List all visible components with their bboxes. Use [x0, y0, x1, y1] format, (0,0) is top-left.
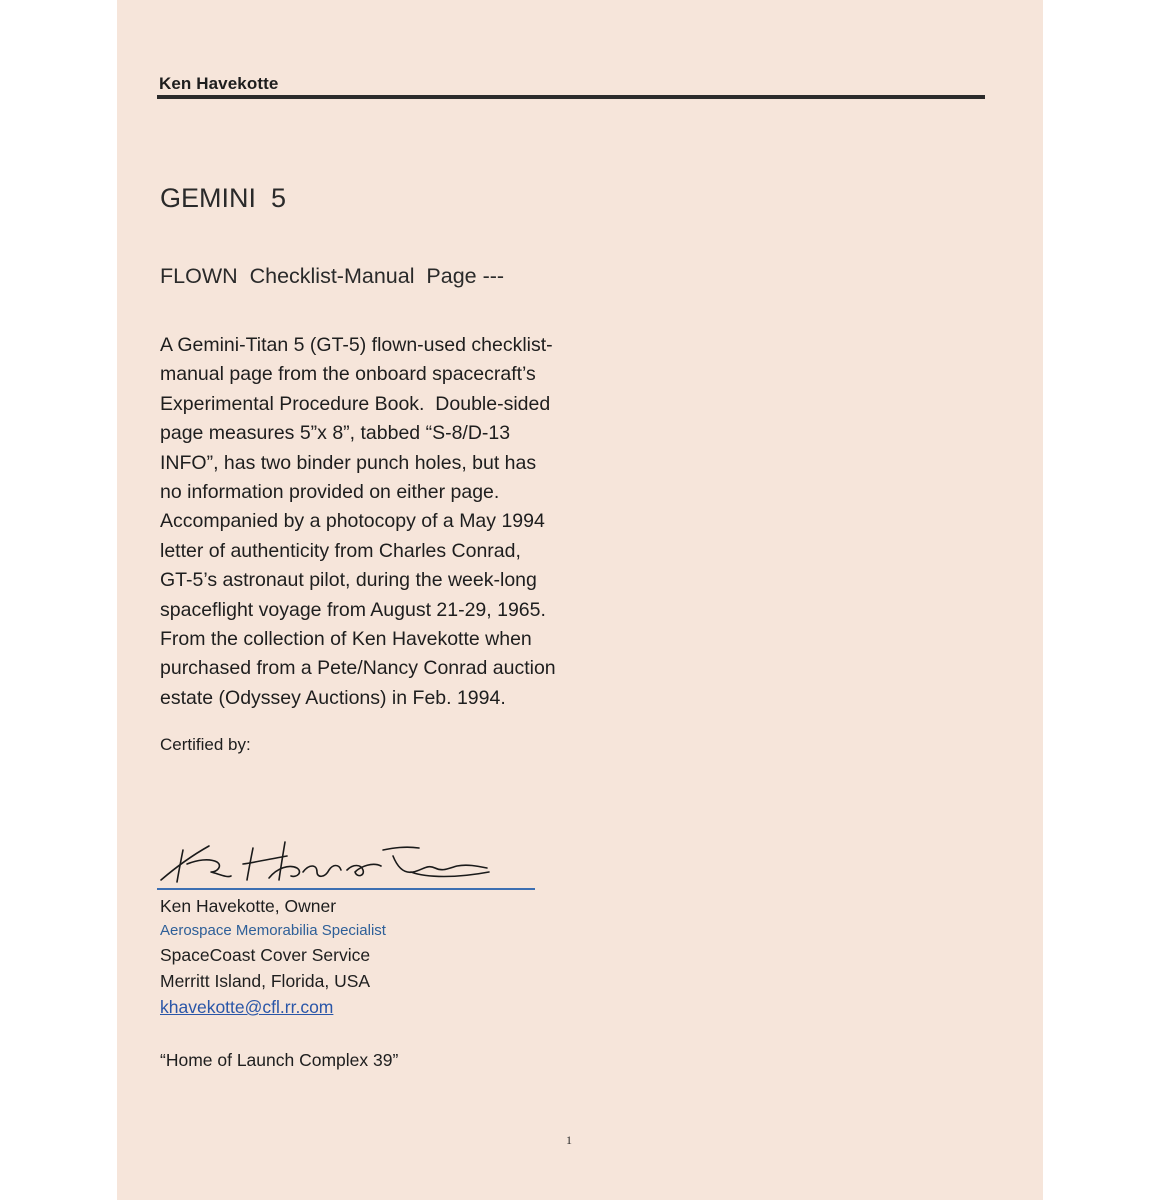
description-line: Experimental Procedure Book. Double-sided	[160, 392, 551, 415]
header-author-name: Ken Havekotte	[159, 74, 279, 93]
document-subtitle: FLOWN Checklist-Manual Page ---	[160, 264, 505, 288]
document-title: GEMINI 5	[160, 183, 287, 213]
description-line: estate (Odyssey Auctions) in Feb. 1994.	[160, 686, 506, 709]
description-line: From the collection of Ken Havekotte when	[160, 628, 532, 651]
description-line: letter of authenticity from Charles Conrad,	[160, 539, 521, 562]
description-line: no information provided on either page.	[160, 481, 500, 504]
signature-line	[157, 888, 535, 890]
certified-by-label: Certified by:	[160, 735, 251, 754]
company-name: SpaceCoast Cover Service	[160, 945, 371, 965]
owner-title: Aerospace Memorabilia Specialist	[160, 922, 386, 939]
description-line: page measures 5”x 8”, tabbed “S-8/D-13	[160, 422, 511, 445]
document-page	[117, 0, 1043, 1200]
description-line: GT-5’s astronaut pilot, during the week-long	[160, 569, 537, 592]
owner-name-line: Ken Havekotte, Owner	[160, 896, 337, 916]
description-line: A Gemini-Titan 5 (GT-5) flown-used checklist-	[160, 334, 553, 356]
description-line: INFO”, has two binder punch holes, but has	[160, 451, 537, 474]
description-line: spaceflight voyage from August 21-29, 1965.	[160, 598, 546, 621]
company-location: Merritt Island, Florida, USA	[160, 971, 371, 991]
description-line: Accompanied by a photocopy of a May 1994	[160, 510, 545, 533]
email-link[interactable]: khavekotte@cfl.rr.com	[160, 997, 334, 1017]
handwritten-signature	[157, 828, 497, 890]
description-line: manual page from the onboard spacecraft’s	[160, 363, 536, 386]
company-motto: “Home of Launch Complex 39”	[160, 1050, 399, 1070]
page-number: 1	[566, 1133, 572, 1147]
description-paragraph	[160, 331, 556, 713]
header-divider	[157, 95, 985, 99]
description-line: purchased from a Pete/Nancy Conrad auction	[160, 657, 556, 680]
